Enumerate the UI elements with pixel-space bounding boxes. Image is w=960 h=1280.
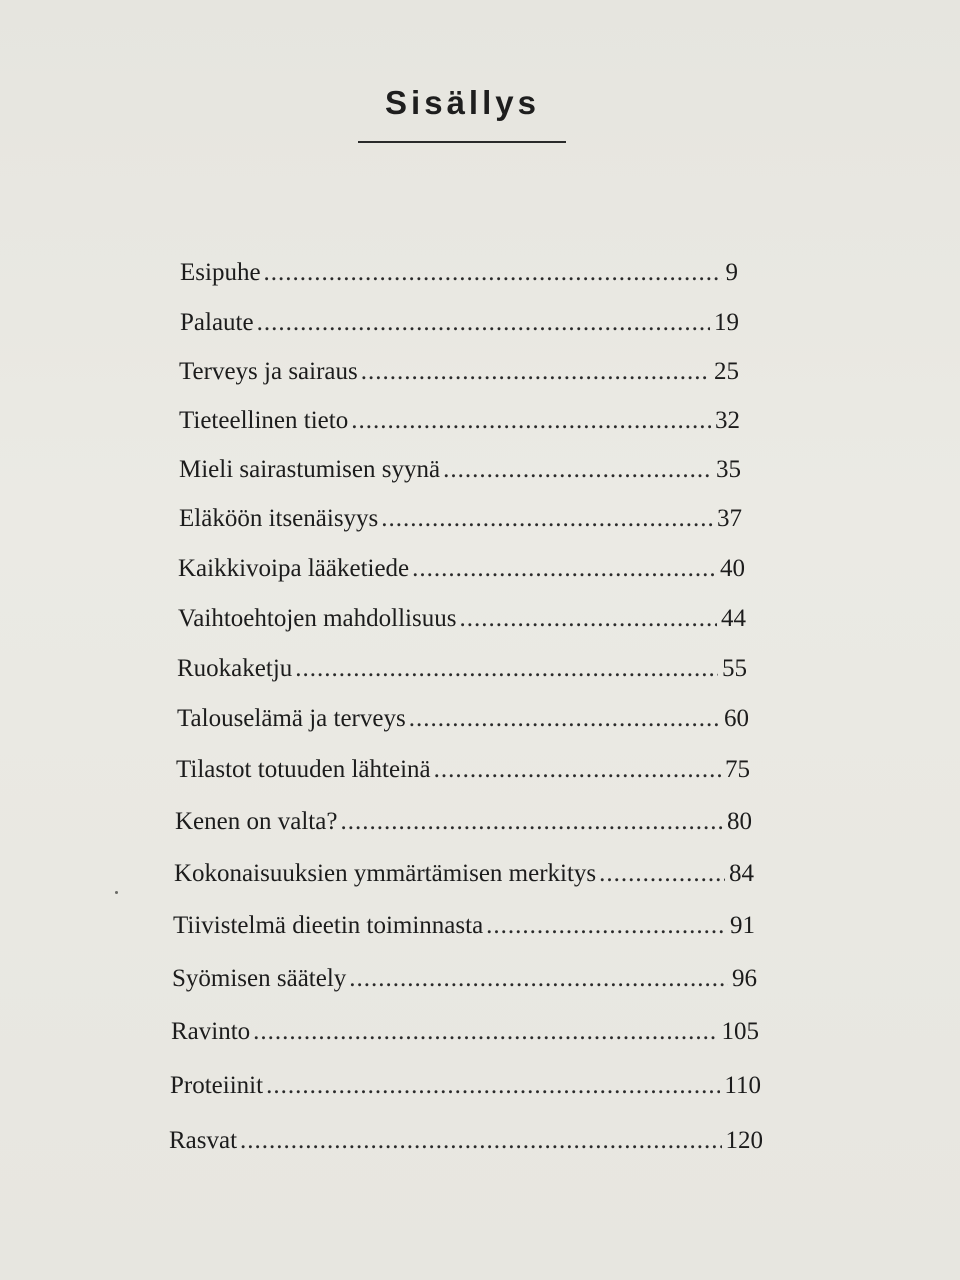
- toc-entry-page: 105: [721, 1018, 759, 1045]
- paper-speck: [115, 891, 118, 894]
- dot-leader: [434, 755, 721, 785]
- dot-leader: [599, 859, 725, 889]
- dot-leader: [240, 1126, 721, 1156]
- dot-leader: [381, 504, 713, 534]
- toc-entry: [179, 504, 742, 534]
- toc-entry-title: Palaute: [180, 309, 254, 336]
- toc-entry: [175, 807, 752, 837]
- dot-leader: [264, 258, 722, 288]
- toc-entry-title: Ruokaketju: [177, 655, 293, 682]
- toc-entry-page: 35: [716, 456, 741, 483]
- toc-entry: [174, 859, 754, 889]
- toc-entry-page: 96: [732, 965, 757, 992]
- toc-entry: [179, 357, 739, 387]
- toc-entry-page: 75: [725, 756, 750, 783]
- dot-leader: [257, 308, 710, 338]
- toc-entry: [169, 1126, 763, 1156]
- toc-entry-title: Kokonaisuuksien ymmärtämisen merkitys: [174, 860, 597, 887]
- dot-leader: [351, 406, 711, 436]
- toc-entry: [177, 704, 749, 734]
- dot-leader: [459, 604, 717, 634]
- toc-entry-page: 37: [717, 505, 742, 532]
- dot-leader: [443, 455, 712, 485]
- toc-entry-page: 84: [729, 860, 754, 887]
- toc-entry-title: Tiivistelmä dieetin toiminnasta: [173, 912, 484, 939]
- toc-entry-title: Rasvat: [169, 1127, 238, 1154]
- dot-leader: [340, 807, 723, 837]
- toc-entry-title: Eläköön itsenäisyys: [179, 505, 379, 532]
- toc-entry-page: 25: [714, 358, 739, 385]
- dot-leader: [409, 704, 720, 734]
- dot-leader: [349, 964, 728, 994]
- toc-entry-page: 55: [722, 655, 747, 682]
- toc-entry-page: 44: [721, 605, 746, 632]
- dot-leader: [266, 1071, 720, 1101]
- toc-entry: [179, 406, 740, 436]
- toc-entry-title: Proteiinit: [170, 1072, 264, 1099]
- dot-leader: [295, 654, 718, 684]
- toc-entry: [180, 258, 738, 288]
- toc-entry-title: Tilastot totuuden lähteinä: [176, 756, 431, 783]
- dot-leader: [486, 911, 726, 941]
- toc-entry: [178, 604, 746, 634]
- toc-entry-page: 91: [730, 912, 755, 939]
- toc-entry-title: Ravinto: [171, 1018, 251, 1045]
- toc-entry-page: 120: [725, 1127, 763, 1154]
- toc-entry: [170, 1071, 761, 1101]
- toc-entry-page: 9: [725, 259, 738, 286]
- toc-entry: [171, 1017, 759, 1047]
- toc-entry-title: Tieteellinen tieto: [179, 407, 349, 434]
- toc-entry-title: Esipuhe: [180, 259, 261, 286]
- toc-entry-title: Kenen on valta?: [175, 808, 338, 835]
- page-title: Sisällys: [385, 84, 540, 121]
- toc-entry: [177, 654, 747, 684]
- toc-entry-page: 80: [727, 808, 752, 835]
- toc-entry-page: 40: [720, 555, 745, 582]
- toc-entry-title: Mieli sairastumisen syynä: [179, 456, 441, 483]
- toc-entry-title: Terveys ja sairaus: [179, 358, 358, 385]
- toc-entry-page: 60: [724, 705, 749, 732]
- toc-entry: [176, 755, 750, 785]
- toc-entry-title: Syömisen säätely: [172, 965, 347, 992]
- toc-entry-page: 19: [714, 309, 739, 336]
- dot-leader: [253, 1017, 717, 1047]
- dot-leader: [361, 357, 710, 387]
- toc-entry: [172, 964, 757, 994]
- toc-entry-title: Kaikkivoipa lääketiede: [178, 555, 410, 582]
- toc-entry-page: 110: [724, 1072, 761, 1099]
- toc-entry: [179, 455, 741, 485]
- toc-entry: [178, 554, 745, 584]
- toc-entry-title: Talouselämä ja terveys: [177, 705, 406, 732]
- toc-entry: [173, 911, 755, 941]
- toc-entry-page: 32: [715, 407, 740, 434]
- toc-entry: [180, 308, 739, 338]
- toc-entry-title: Vaihtoehtojen mahdollisuus: [178, 605, 457, 632]
- dot-leader: [412, 554, 716, 584]
